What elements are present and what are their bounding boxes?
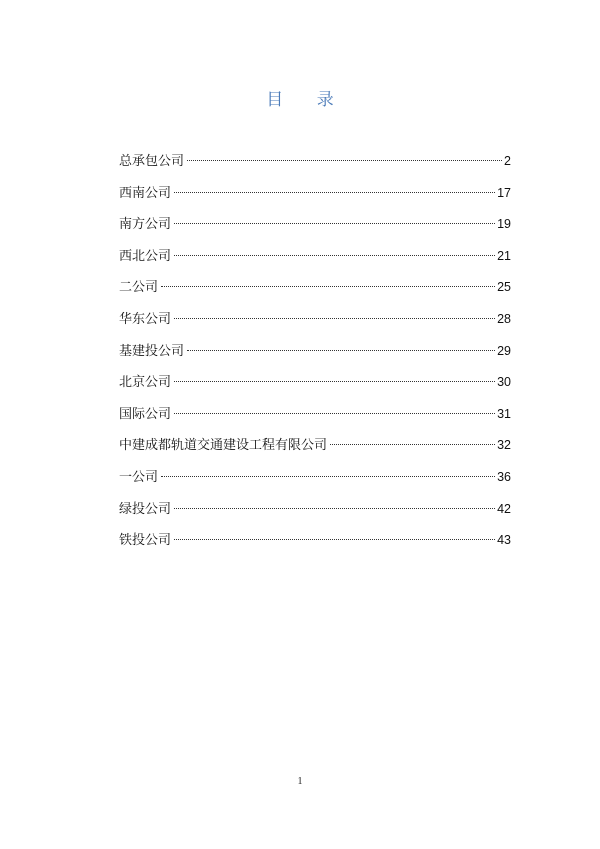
dot-leader	[174, 223, 495, 224]
dot-leader	[174, 381, 495, 382]
toc-title: 目 录	[266, 90, 348, 110]
toc-entry-label: 华东公司	[119, 311, 172, 327]
toc-entry-label: 南方公司	[119, 217, 172, 233]
toc-entry-green-investment[interactable]	[119, 498, 511, 530]
toc-entry-label: 绿投公司	[119, 501, 172, 517]
toc-entry-label: 北京公司	[119, 375, 172, 391]
dot-leader	[161, 476, 495, 477]
footer-page-number: 1	[297, 776, 303, 787]
toc-entry-page: 42	[497, 501, 511, 516]
toc-entry-label: 二公司	[119, 280, 159, 296]
toc-entry-page: 29	[497, 343, 511, 358]
toc-entry-page: 2	[504, 154, 511, 168]
toc-entry-page: 28	[497, 311, 511, 326]
dot-leader	[174, 539, 495, 540]
dot-leader	[174, 508, 495, 509]
dot-leader	[174, 413, 495, 414]
toc-entry-first-company[interactable]	[119, 466, 511, 498]
toc-entry-page: 21	[497, 248, 511, 263]
toc-entry-international[interactable]	[119, 403, 511, 435]
toc-entry-railway-investment[interactable]	[119, 529, 511, 561]
toc-entry-label: 一公司	[119, 469, 159, 485]
toc-entry-south[interactable]	[119, 213, 511, 245]
dot-leader	[187, 160, 502, 161]
dot-leader	[330, 444, 495, 445]
dot-leader	[187, 350, 495, 351]
toc-entry-label: 基建投公司	[119, 343, 185, 359]
toc-entry-page: 30	[497, 375, 511, 390]
dot-leader	[174, 318, 495, 319]
dot-leader	[161, 286, 495, 287]
toc-entry-label: 西北公司	[119, 248, 172, 264]
toc-entry-page: 36	[497, 469, 511, 484]
toc-entry-northwest[interactable]	[119, 245, 511, 277]
toc-entry-east-china[interactable]	[119, 308, 511, 340]
toc-entry-page: 31	[497, 406, 511, 421]
toc-entry-general-contracting[interactable]	[119, 150, 511, 182]
toc-entry-page: 19	[497, 217, 511, 232]
dot-leader	[174, 255, 495, 256]
toc-entry-label: 西南公司	[119, 185, 172, 201]
toc-entry-page: 32	[497, 438, 511, 453]
toc-entry-chengdu-rail-transit[interactable]	[119, 434, 511, 466]
toc-entry-label: 中建成都轨道交通建设工程有限公司	[119, 438, 328, 454]
toc-entry-southwest[interactable]	[119, 182, 511, 214]
toc-entry-second-company[interactable]	[119, 276, 511, 308]
toc-entry-page: 17	[497, 185, 511, 200]
toc-entry-label: 铁投公司	[119, 533, 172, 549]
toc-entry-label: 国际公司	[119, 406, 172, 422]
toc-entry-label: 总承包公司	[119, 154, 185, 169]
toc-entry-beijing[interactable]	[119, 371, 511, 403]
toc-entry-page: 25	[497, 280, 511, 295]
toc-entry-page: 43	[497, 533, 511, 548]
dot-leader	[174, 192, 495, 193]
toc-entry-infrastructure-investment[interactable]	[119, 340, 511, 372]
toc-list	[119, 150, 511, 561]
